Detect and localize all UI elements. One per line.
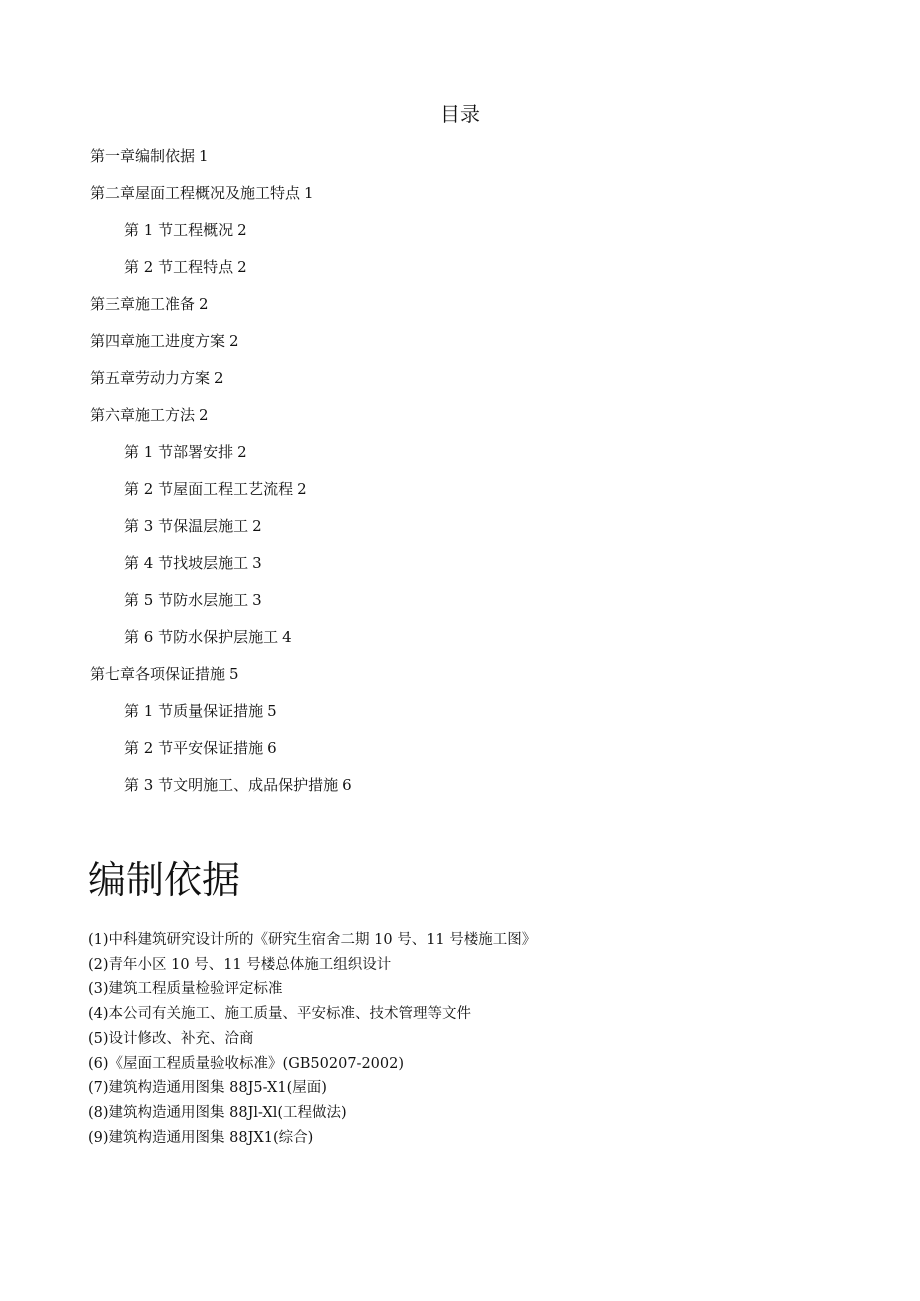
toc-entry-text: 第 6 节防水保护层施工 xyxy=(124,628,279,646)
toc-entry-page: 6 xyxy=(342,776,352,794)
toc-entry[interactable] xyxy=(90,772,870,809)
toc-entry-page: 2 xyxy=(252,517,262,535)
toc-entry-text: 第 5 节防水层施工 xyxy=(124,591,249,609)
toc-entry[interactable] xyxy=(90,328,870,365)
toc-entry-text: 第七章各项保证措施 xyxy=(90,665,226,683)
toc-entry[interactable] xyxy=(90,254,870,291)
table-of-contents xyxy=(90,143,870,809)
toc-entry-text: 第 2 节平安保证措施 xyxy=(124,739,264,757)
toc-entry-page: 2 xyxy=(229,332,239,350)
toc-entry-text: 第一章编制依据 xyxy=(90,147,196,165)
toc-entry[interactable] xyxy=(90,365,870,402)
toc-entry-page: 6 xyxy=(267,739,277,757)
toc-title: 目录 xyxy=(440,102,480,126)
toc-entry[interactable] xyxy=(90,587,870,624)
basis-item: (6)《屋面工程质量验收标准》(GB50207-2002) xyxy=(88,1055,405,1072)
toc-entry-text: 第 1 节工程概况 xyxy=(124,221,234,239)
toc-entry[interactable] xyxy=(90,143,870,180)
toc-entry-text: 第 4 节找坡层施工 xyxy=(124,554,249,572)
toc-entry-page: 2 xyxy=(237,443,247,461)
toc-entry[interactable] xyxy=(90,180,870,217)
toc-entry[interactable] xyxy=(90,698,870,735)
toc-entry[interactable] xyxy=(90,735,870,772)
toc-entry-text: 第 2 节屋面工程工艺流程 xyxy=(124,480,294,498)
toc-entry-page: 3 xyxy=(252,554,262,572)
basis-item: (1)中科建筑研究设计所的《研究生宿舍二期 10 号、11 号楼施工图》 xyxy=(88,932,537,948)
toc-entry-page: 5 xyxy=(229,665,239,683)
toc-entry[interactable] xyxy=(90,217,870,254)
toc-entry-page: 1 xyxy=(304,184,314,202)
toc-entry[interactable] xyxy=(90,550,870,587)
toc-entry-text: 第 3 节文明施工、成品保护措施 xyxy=(124,776,339,794)
section-heading: 编制依据 xyxy=(88,858,241,902)
toc-entry-page: 2 xyxy=(199,406,209,424)
toc-entry-page: 1 xyxy=(199,147,209,165)
toc-entry[interactable] xyxy=(90,624,870,661)
toc-entry-page: 2 xyxy=(237,258,247,276)
toc-entry-text: 第 1 节质量保证措施 xyxy=(124,702,264,720)
toc-entry-text: 第 2 节工程特点 xyxy=(124,258,234,276)
basis-item: (3)建筑工程质量检验评定标准 xyxy=(88,981,283,998)
basis-item: (2)青年小区 10 号、11 号楼总体施工组织设计 xyxy=(88,956,392,973)
toc-entry[interactable] xyxy=(90,402,870,439)
basis-list xyxy=(88,928,868,1150)
toc-entry-text: 第二章屋面工程概况及施工特点 xyxy=(90,184,301,202)
toc-entry-page: 2 xyxy=(199,295,209,313)
toc-entry[interactable] xyxy=(90,513,870,550)
basis-item: (9)建筑构造通用图集 88JX1(综合) xyxy=(88,1129,314,1146)
toc-entry[interactable] xyxy=(90,439,870,476)
toc-entry[interactable] xyxy=(90,661,870,698)
toc-entry-page: 2 xyxy=(237,221,247,239)
toc-entry-text: 第 3 节保温层施工 xyxy=(124,517,249,535)
basis-item: (4)本公司有关施工、施工质量、平安标准、技术管理等文件 xyxy=(88,1006,472,1023)
toc-entry-page: 2 xyxy=(214,369,224,387)
basis-item: (8)建筑构造通用图集 88Jl-Xl(工程做法) xyxy=(88,1104,347,1121)
toc-entry-text: 第三章施工准备 xyxy=(90,295,196,313)
toc-entry-text: 第五章劳动力方案 xyxy=(90,369,211,387)
toc-entry-page: 5 xyxy=(267,702,277,720)
toc-entry[interactable] xyxy=(90,476,870,513)
toc-entry-page: 4 xyxy=(282,628,292,646)
toc-entry-page: 3 xyxy=(252,591,262,609)
toc-entry[interactable] xyxy=(90,291,870,328)
basis-item: (7)建筑构造通用图集 88J5-X1(屋面) xyxy=(88,1080,327,1097)
toc-entry-text: 第四章施工进度方案 xyxy=(90,332,226,350)
toc-entry-text: 第六章施工方法 xyxy=(90,406,196,424)
toc-entry-text: 第 1 节部署安排 xyxy=(124,443,234,461)
basis-item: (5)设计修改、补充、洽商 xyxy=(88,1030,254,1047)
toc-entry-page: 2 xyxy=(297,480,307,498)
